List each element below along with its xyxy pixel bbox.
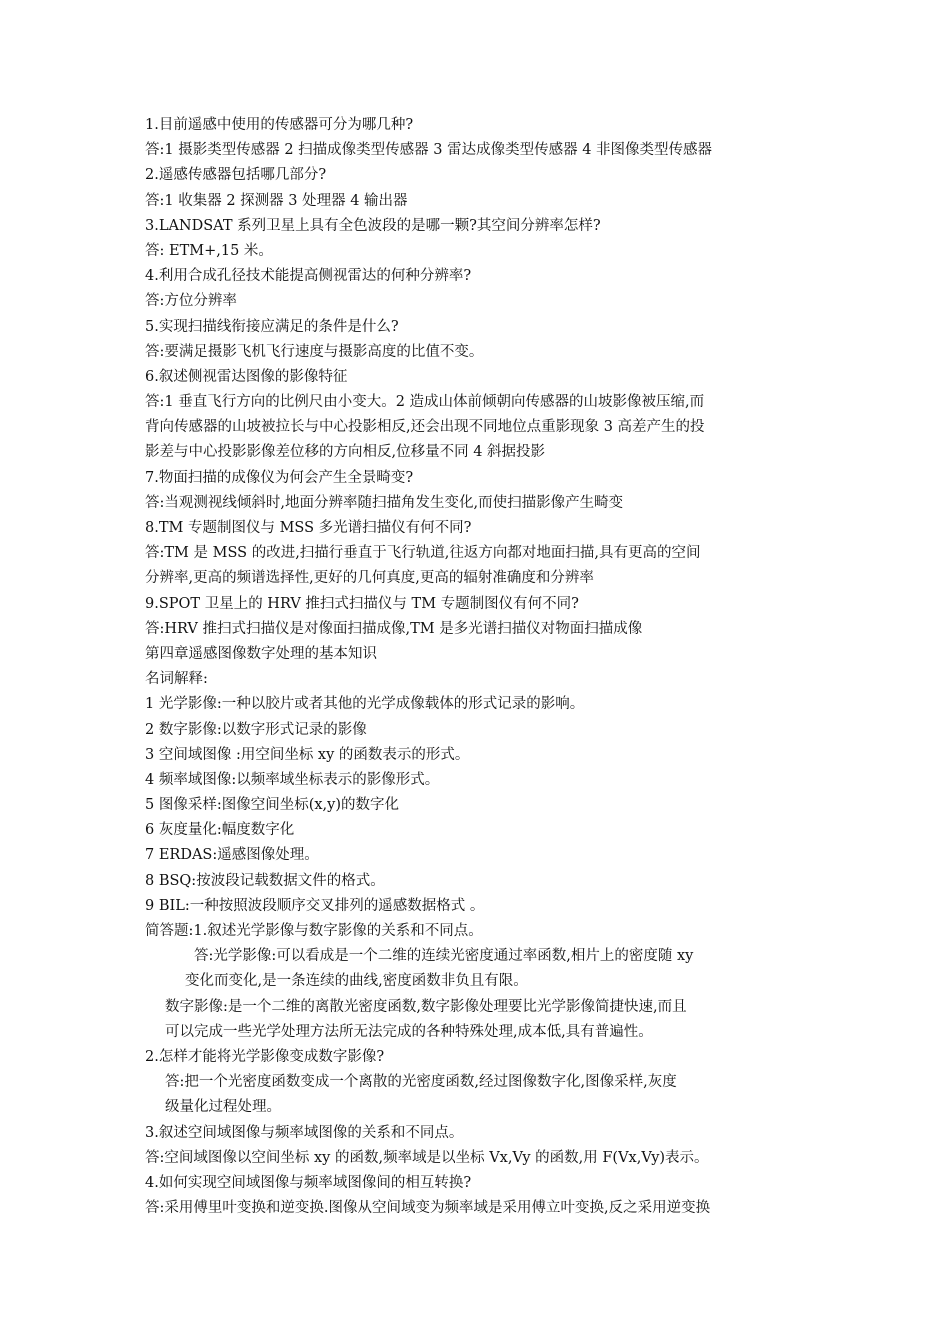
term-line: 5 图像采样:图像空间坐标(x,y)的数字化 bbox=[145, 797, 400, 814]
answer-line: 数字影像:是一个二维的离散光密度函数,数字影像处理要比光学影像简捷快速,而且 bbox=[165, 998, 687, 1015]
answer-line: 影差与中心投影影像差位移的方向相反,位移量不同 4 斜据投影 bbox=[145, 444, 546, 461]
answer-line: 答:1 摄影类型传感器 2 扫描成像类型传感器 3 雷达成像类型传感器 4 非图像类型传感器 bbox=[145, 142, 713, 159]
question-line: 2.怎样才能将光学影像变成数字影像? bbox=[145, 1048, 385, 1065]
answer-line: 答:把一个光密度函数变成一个离散的光密度函数,经过图像数字化,图像采样,灰度 bbox=[165, 1074, 677, 1091]
term-line: 9 BIL:一种按照波段顺序交叉排列的遥感数据格式 。 bbox=[145, 897, 485, 914]
question-line: 5.实现扫描线衔接应满足的条件是什么? bbox=[145, 318, 399, 335]
answer-line: 答:TM 是 MSS 的改进,扫描行垂直于飞行轨道,往返方向都对地面扫描,具有更高的空间 bbox=[145, 545, 701, 562]
term-line: 1 光学影像:一种以胶片或者其他的光学成像载体的形式记录的影响。 bbox=[145, 696, 585, 713]
question-line: 简答题:1.叙述光学影像与数字影像的关系和不同点。 bbox=[145, 923, 483, 939]
answer-line: 级量化过程处理。 bbox=[165, 1099, 281, 1116]
question-line: 4.如何实现空间域图像与频率域图像间的相互转换? bbox=[145, 1174, 472, 1191]
answer-line: 答:1 垂直飞行方向的比例尺由小变大。2 造成山体前倾朝向传感器的山坡影像被压缩,而 bbox=[145, 394, 705, 411]
question-line: 9.SPOT 卫星上的 HRV 推扫式扫描仪与 TM 专题制图仪有何不同? bbox=[145, 595, 579, 612]
answer-line: 分辨率,更高的频谱选择性,更好的几何真度,更高的辐射准确度和分辨率 bbox=[145, 570, 594, 587]
answer-line: 答:光学影像:可以看成是一个二维的连续光密度通过率函数,相片上的密度随 xy bbox=[194, 948, 694, 965]
answer-line: 答:要满足摄影飞机飞行速度与摄影高度的比值不变。 bbox=[145, 343, 484, 360]
answer-line: 答:空间域图像以空间坐标 xy 的函数,频率域是以坐标 Vx,Vy 的函数,用 F(Vx,Vy)表示。 bbox=[145, 1149, 709, 1166]
answer-line: 答:当观测视线倾斜时,地面分辨率随扫描角发生变化,而使扫描影像产生畸变 bbox=[145, 494, 624, 511]
answer-line: 答:1 收集器 2 探测器 3 处理器 4 输出器 bbox=[145, 192, 408, 209]
answer-line: 可以完成一些光学处理方法所无法完成的各种特殊处理,成本低,具有普遍性。 bbox=[165, 1023, 653, 1040]
answer-line: 答:HRV 推扫式扫描仪是对像面扫描成像,TM 是多光谱扫描仪对物面扫描成像 bbox=[145, 620, 643, 637]
question-line: 7.物面扫描的成像仪为何会产生全景畸变? bbox=[145, 469, 414, 486]
question-line: 4.利用合成孔径技术能提高侧视雷达的何种分辨率? bbox=[145, 268, 472, 285]
answer-line: 答:方位分辨率 bbox=[145, 293, 237, 310]
answer-line: 变化而变化,是一条连续的曲线,密度函数非负且有限。 bbox=[185, 973, 528, 990]
term-line: 2 数字影像:以数字形式记录的影像 bbox=[145, 721, 367, 738]
answer-line: 答:采用傅里叶变换和逆变换.图像从空间域变为频率域是采用傅立叶变换,反之采用逆变换 bbox=[145, 1200, 711, 1217]
term-line: 8 BSQ:按波段记载数据文件的格式。 bbox=[145, 872, 385, 889]
term-line: 4 频率域图像:以频率域坐标表示的影像形式。 bbox=[145, 771, 440, 788]
term-line: 3 空间域图像 :用空间坐标 xy 的函数表示的形式。 bbox=[145, 746, 470, 763]
answer-line: 背向传感器的山坡被拉长与中心投影相反,还会出现不同地位点重影现象 3 高差产生的投 bbox=[145, 419, 705, 436]
question-line: 1.目前遥感中使用的传感器可分为哪几种? bbox=[145, 117, 414, 133]
term-line: 7 ERDAS:遥感图像处理。 bbox=[145, 847, 319, 864]
question-line: 3.叙述空间域图像与频率域图像的关系和不同点。 bbox=[145, 1124, 464, 1141]
answer-line: 答: ETM+,15 米。 bbox=[145, 242, 273, 259]
question-line: 3.LANDSAT 系列卫星上具有全色波段的是哪一颗?其空间分辨率怎样? bbox=[145, 217, 601, 234]
section-heading: 名词解释: bbox=[145, 671, 208, 688]
document-body bbox=[145, 113, 813, 1221]
question-line: 8.TM 专题制图仪与 MSS 多光谱扫描仪有何不同? bbox=[145, 520, 472, 536]
term-line: 6 灰度量化:幅度数字化 bbox=[145, 822, 295, 839]
question-line: 2.遥感传感器包括哪几部分? bbox=[145, 167, 327, 184]
question-line: 6.叙述侧视雷达图像的影像特征 bbox=[145, 368, 348, 385]
chapter-heading: 第四章遥感图像数字处理的基本知识 bbox=[145, 645, 377, 662]
